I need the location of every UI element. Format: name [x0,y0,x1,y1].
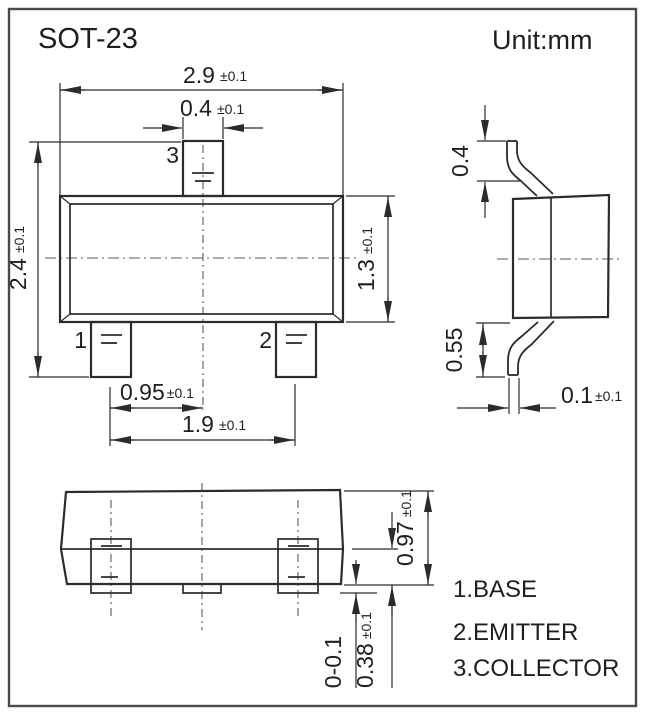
top-view [5,62,395,446]
body-profile [513,195,609,318]
unit-label: Unit:mm [492,25,593,55]
svg-text:1.3±0.1 [353,227,379,291]
front-view [61,483,434,688]
dim-body-depth [346,196,395,322]
dim-tolerance: ±0.1 [166,385,194,401]
pin2-pad [276,322,316,377]
page-border [9,9,636,706]
legend-pin3: 3.COLLECTOR [453,655,620,682]
dim-tab-width [143,95,263,139]
pin-legend [453,576,619,682]
dim-tolerance: ±0.1 [219,68,248,84]
dim-tolerance: ±0.1 [398,490,414,518]
dim-value: 0.4 [447,145,473,177]
pin3-label: 3 [166,142,179,168]
bottom-lead [508,321,554,375]
dim-value: 0-0.1 [320,635,346,689]
body-inner-edge [70,204,333,314]
page-title: SOT-23 [38,23,138,55]
dim-value: 2.4 [5,258,31,291]
dim-tolerance: ±0.1 [216,101,245,117]
dim-tolerance: ±0.1 [359,226,375,255]
top-lead [507,141,553,196]
dim-lead-height [352,512,392,688]
bevel-corner [333,314,343,322]
dim-lead-bottom [441,323,510,377]
dim-value: 2.9 [183,62,215,88]
dim-value: 1.9 [182,411,214,437]
svg-text:2.9±0.1 [183,62,247,88]
bevel-corner [333,196,343,204]
pin1-label: 1 [74,327,87,353]
svg-text:0.1±0.1 [561,382,622,408]
svg-text:0.95±0.1 [120,379,194,405]
dim-package-height [392,490,428,585]
dim-tolerance: ±0.1 [218,417,247,433]
dim-value: 1.3 [353,259,379,292]
dim-lead-top [447,105,521,218]
side-view [441,105,622,414]
legend-pin2: 2.EMITTER [453,619,579,646]
pin2-label: 2 [259,327,272,353]
dim-value: 0.1 [561,382,593,408]
bevel-corner [60,314,70,322]
dim-value: 0.55 [441,327,467,373]
dim-standoff [320,560,356,688]
dim-tolerance: ±0.1 [594,388,623,404]
svg-text:1.9±0.1 [182,411,246,437]
dim-value: 0.4 [180,95,212,121]
dim-overall-depth [5,142,181,377]
body-outline [60,196,343,322]
pin1-pad [91,322,131,377]
bevel-corner [60,196,70,204]
dim-tolerance: ±0.1 [358,612,374,640]
dim-lead-thickness [457,378,622,414]
legend-pin1: 1.BASE [453,576,538,603]
svg-text:0.97±0.1 [392,490,418,566]
dim-tolerance: ±0.1 [11,225,27,254]
dim-value: 0.97 [392,521,418,566]
dim-body-width [60,62,343,195]
dim-value: 0.95 [120,379,165,405]
svg-text:0.4±0.1 [180,95,244,121]
dim-value: 0.38 [352,643,378,688]
